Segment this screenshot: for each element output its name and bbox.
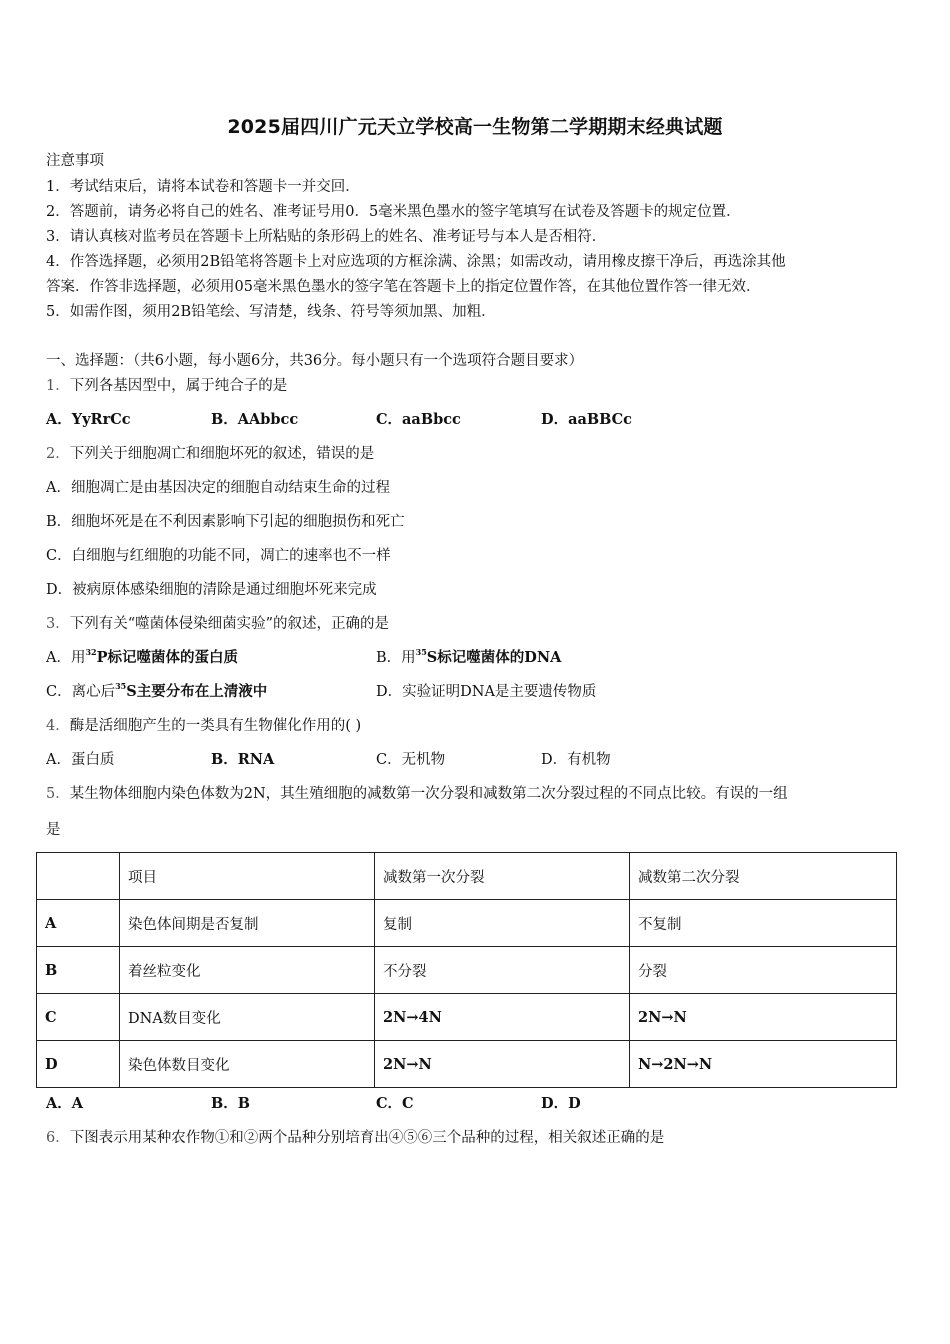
question-stem: 酶是活细胞产生的一类具有生物催化作用的( ): [69, 718, 362, 734]
isotope-mass: 35: [115, 681, 127, 691]
option-text: P标记噬菌体的蛋白质: [96, 649, 239, 666]
question-number: 5．: [46, 786, 70, 802]
question-1: [46, 376, 287, 396]
table-cell: 染色体数目变化: [120, 1041, 375, 1088]
q4-option-b: B．RNA: [211, 751, 275, 768]
notice-heading: 注意事项: [46, 153, 104, 169]
table-cell: 不复制: [630, 900, 897, 947]
q1-option-b: B．AAbbcc: [211, 411, 299, 428]
q3-option-a: [46, 648, 238, 668]
q2-option-d: D．被病原体感染细胞的清除是通过细胞坏死来完成: [46, 582, 377, 598]
q1-option-c: C．aaBbcc: [376, 411, 461, 428]
table-row: [37, 994, 897, 1041]
table-cell: 2N→N: [630, 994, 897, 1041]
table-header-cell: 减数第二次分裂: [630, 853, 897, 900]
comparison-table: [36, 852, 897, 1088]
table-cell: DNA数目变化: [120, 994, 375, 1041]
question-stem: 下列关于细胞凋亡和细胞坏死的叙述，错误的是: [69, 446, 375, 462]
table-cell: 染色体间期是否复制: [120, 900, 375, 947]
notice-item-3: 3．请认真核对监考员在答题卡上所粘贴的条形码上的姓名、准考证号与本人是否相符．: [46, 229, 607, 245]
table-cell: 分裂: [630, 947, 897, 994]
q3-option-c: [46, 682, 267, 702]
q4-option-c: C．无机物: [376, 752, 446, 768]
question-number: 1．: [46, 378, 70, 394]
q5-option-a: A．A: [46, 1095, 84, 1112]
table-cell: 着丝粒变化: [120, 947, 375, 994]
exam-title: 2025届四川广元天立学校高一生物第二学期期末经典试题: [227, 116, 723, 138]
table-header-cell: 减数第一次分裂: [375, 853, 630, 900]
table-cell: 2N→N: [375, 1041, 630, 1088]
q3-option-d: D．实验证明DNA是主要遗传物质: [376, 684, 597, 700]
question-stem: 下列有关“噬菌体侵染细菌实验”的叙述，正确的是: [69, 616, 390, 632]
q4-option-d: D．有机物: [541, 752, 611, 768]
question-number: 6．: [46, 1130, 70, 1146]
question-number: 3．: [46, 616, 70, 632]
notice-item-4-cont: 答案．作答非选择题，必须用05毫米黑色墨水的签字笔在答题卡上的指定位置作答，在其他位置作答一律无效．: [46, 279, 761, 295]
question-4: [46, 716, 361, 736]
isotope-mass: 35: [415, 647, 427, 657]
table-row: [37, 900, 897, 947]
table-cell: 复制: [375, 900, 630, 947]
notice-item-2: 2．答题前，请务必将自己的姓名、准考证号用0．5毫米黑色墨水的签字笔填写在试卷及答题卡的规定位置．: [46, 204, 741, 220]
isotope-mass: 32: [85, 647, 97, 657]
question-2: [46, 444, 374, 464]
table-cell: C: [37, 994, 120, 1041]
option-text: C．离心后: [46, 684, 116, 700]
table-cell: 2N→4N: [375, 994, 630, 1041]
q2-option-b: B．细胞坏死是在不利因素影响下引起的细胞损伤和死亡: [46, 514, 405, 530]
option-text: B．用: [376, 650, 416, 666]
table-header-cell: 项目: [120, 853, 375, 900]
q1-option-a: A．YyRrCc: [46, 411, 131, 428]
table-row: [37, 947, 897, 994]
table-cell: N→2N→N: [630, 1041, 897, 1088]
table-cell: B: [37, 947, 120, 994]
q2-option-a: A．细胞凋亡是由基因决定的细胞自动结束生命的过程: [46, 480, 390, 496]
question-3: [46, 614, 389, 634]
q3-option-b: [376, 648, 561, 668]
q5-option-b: B．B: [211, 1095, 251, 1112]
question-stem: 某生物体细胞内染色体数为2N，其生殖细胞的减数第一次分裂和减数第二次分裂过程的不同点比较。有误的一组: [69, 786, 788, 802]
table-header-row: [37, 853, 897, 900]
section-heading: 一、选择题：（共6小题，每小题6分，共36分。每小题只有一个选项符合题目要求）: [46, 353, 584, 369]
table-cell: A: [37, 900, 120, 947]
q2-option-c: C．白细胞与红细胞的功能不同，凋亡的速率也不一样: [46, 548, 391, 564]
notice-item-5: 5．如需作图，须用2B铅笔绘、写清楚，线条、符号等须加黑、加粗．: [46, 304, 496, 320]
question-5-stem-cont: 是: [46, 822, 61, 838]
question-number: 2．: [46, 446, 70, 462]
option-text: S标记噬菌体的DNA: [426, 649, 562, 666]
question-stem: 下图表示用某种农作物①和②两个品种分别培育出④⑤⑥三个品种的过程，相关叙述正确的是: [69, 1130, 665, 1146]
question-stem: 下列各基因型中，属于纯合子的是: [69, 378, 288, 394]
question-5: [46, 784, 788, 804]
table-cell: D: [37, 1041, 120, 1088]
option-text: S主要分布在上清液中: [126, 683, 268, 700]
question-6: [46, 1128, 664, 1148]
q5-option-d: D．D: [541, 1095, 581, 1112]
table-cell: [37, 853, 120, 900]
q5-option-c: C．C: [376, 1095, 414, 1112]
notice-item-1: 1．考试结束后，请将本试卷和答题卡一并交回．: [46, 179, 360, 195]
table-row: [37, 1041, 897, 1088]
question-number: 4．: [46, 718, 70, 734]
table-cell: 不分裂: [375, 947, 630, 994]
q1-option-d: D．aaBBCc: [541, 411, 633, 428]
notice-item-4: 4．作答选择题，必须用2B铅笔将答题卡上对应选项的方框涂满、涂黑；如需改动，请用橡皮擦干净后，再选涂其他: [46, 254, 786, 270]
option-text: A．用: [46, 650, 86, 666]
q4-option-a: A．蛋白质: [46, 752, 115, 768]
